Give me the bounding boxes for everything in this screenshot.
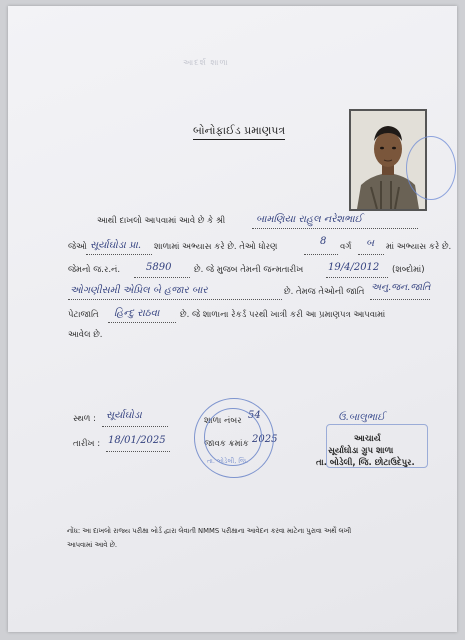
place-underline: [102, 426, 168, 427]
caste-underline: [370, 299, 430, 300]
line2-text-d: માં અભ્યાસ કરે છે.: [386, 242, 452, 252]
school-underline: [86, 254, 152, 255]
place-value: સૂર્યાઘોડા: [106, 410, 142, 421]
date-value: 18/01/2025: [108, 435, 166, 446]
line3-text-b: છે. જે મુજબ તેમની જન્મતારીખ: [194, 265, 304, 275]
division-value: બ: [366, 238, 375, 249]
watermark-heading: આદર્શ શાળા: [183, 58, 229, 67]
school-round-stamp: [194, 398, 274, 478]
line5-text-a: પેટાજાતિ: [68, 310, 99, 320]
principal-rect-stamp: [326, 424, 428, 468]
principal-signature: ઉ.બાલુભાઈ: [338, 412, 385, 423]
student-name: બામણિયા રાહુલ નરેશભાઈ: [256, 214, 363, 225]
line6-text: આવેલ છે.: [68, 330, 103, 340]
school-number-label: શાળા નંબર: [204, 416, 242, 426]
school-name: સૂર્યાઘોડા પ્રા.: [90, 240, 142, 251]
line2-text-b: શાળામાં અભ્યાસ કરે છે. તેઓ ધોરણ: [154, 242, 278, 252]
school-number-value: 54: [248, 410, 261, 421]
date-of-birth: 19/4/2012: [328, 262, 380, 273]
certificate-page: [8, 6, 457, 632]
principal-place: તા. બોડેલી, જિ. છોટાઉદેપુર.: [316, 458, 415, 468]
caste-value: અનુ.જન.જાતિ: [371, 282, 431, 293]
note-line1: નોંધ: આ દાખલો રાજ્ય પરીક્ષા બોર્ડ દ્વારા લેવાતી NMMS પરીક્ષાના આવેદન કરવા માટેના પુરાવા અર્થે લખી: [67, 527, 352, 535]
name-underline: [252, 228, 418, 229]
std-underline: [304, 254, 338, 255]
place-label: સ્થળ :: [73, 414, 96, 424]
subcaste-value: હિન્દુ રાઠવા: [114, 308, 160, 319]
dob-underline: [326, 277, 388, 278]
subcaste-underline: [108, 322, 176, 323]
line3-text-c: (શબ્દોમાં): [392, 265, 425, 275]
principal-title: આચાર્ય: [354, 434, 381, 444]
line4-text-a: છે. તેમજ તેઓની જાતિ: [284, 287, 365, 297]
line2-text-c: વર્ગ: [340, 242, 352, 252]
line1-text: આથી દાખલો આપવામાં આવે છે કે શ્રી: [97, 216, 226, 226]
div-underline: [358, 254, 384, 255]
line3-text-a: જેમનો જ.ર.નં.: [68, 265, 121, 275]
school-stamp-photo: [406, 136, 456, 200]
words-underline: [68, 299, 282, 300]
dob-in-words: ઓગણીસમી એપ્રિલ બે હજાર બાર: [70, 285, 208, 296]
line5-text-b: છે. જે શાળાના રેકર્ડ પરથી ખાત્રી કરી આ પ્રમાણપત્ર આપવામાં: [180, 310, 386, 320]
date-label: તારીખ :: [73, 439, 101, 449]
principal-school: સૂર્યાઘોડા ગ્રુપ શાળા: [328, 446, 394, 456]
gr-underline: [134, 277, 190, 278]
outward-number-value: 2025: [252, 434, 278, 445]
standard-value: 8: [320, 236, 327, 247]
line2-text-a: જેઓ: [68, 242, 87, 252]
stamp-text: તા. બોડેલી, જિ.: [207, 457, 249, 465]
gr-number: 5890: [146, 262, 172, 273]
note-line2: આપવામાં આવે છે.: [67, 541, 118, 549]
certificate-title: બોનોફાઈડ પ્રમાણપત્ર: [193, 124, 285, 140]
outward-number-label: જાવક ક્રમાંક: [204, 439, 249, 449]
date-underline: [106, 451, 170, 452]
